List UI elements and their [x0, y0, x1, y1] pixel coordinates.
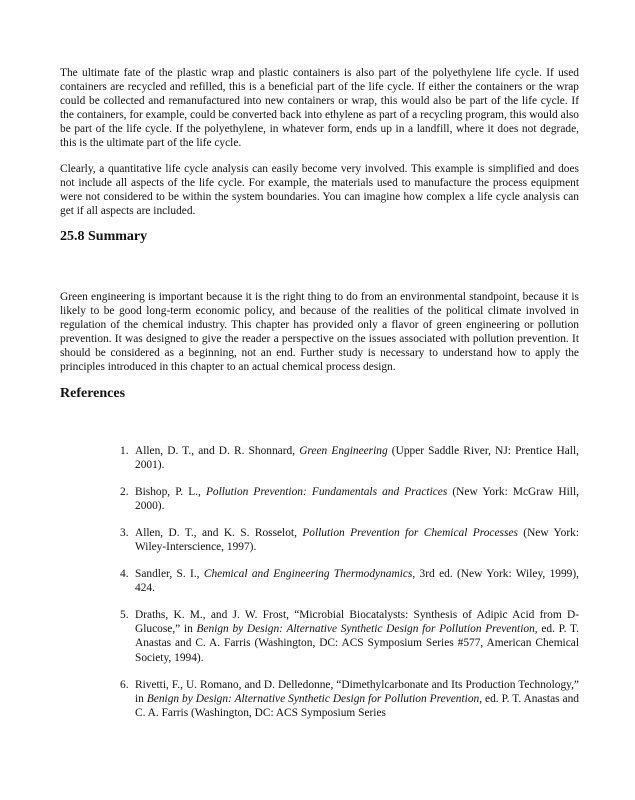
reference-number: 5. [120, 609, 129, 622]
reference-number: 6. [120, 678, 129, 691]
reference-authors: Draths, K. M., and J. W. Frost, “Microbial Biocatalysts: Synthesis of Adipic Acid from D-Glucose,” in [135, 609, 579, 636]
reference-title: Pollution Prevention for Chemical Processes [302, 526, 518, 539]
reference-details: (Upper Saddle River, NJ: Prentice Hall, 2001). [135, 444, 579, 471]
reference-title: Pollution Prevention: Fundamentals and Practices [205, 485, 448, 498]
reference-title: Benign by Design: Alternative Synthetic Design for Pollution Prevention [196, 623, 535, 636]
reference-details: , ed. P. T. Anastas and C. A. Farris (Washington, DC: ACS Symposium Series [135, 692, 579, 719]
reference-authors: Sandler, S. I., [135, 568, 204, 581]
reference-number: 2. [120, 485, 129, 498]
reference-details: , ed. P. T. Anastas and C. A. Farris (Washington, DC: ACS Symposium Series #577, American Chemical Society, 1994). [135, 623, 579, 664]
reference-authors: Allen, D. T., and D. R. Shonnard, [135, 444, 300, 457]
section-heading: 25.8 Summary [60, 228, 148, 244]
reference-details: , 3rd ed. (New York: Wiley, 1999), 424. [135, 568, 579, 595]
reference-details: (New York: McGraw Hill, 2000). [135, 485, 579, 512]
body-paragraph: The ultimate fate of the plastic wrap and plastic containers is also part of the polyethylene life cycle. If used containers are recycled and refilled, this is a beneficial part of the life cycle. If either the containers or the wrap could be collected and remanufactured into new containers or wrap, this would also be part of the life cycle. If the containers, for example, could be converted back into ethylene as part of a recycling program, this would also be part of the life cycle. If the polyethylene, in whatever form, ends up in a landfill, where it does not degrade, this is the ultimate part of the life cycle. [60, 67, 579, 150]
reference-item [120, 678, 579, 720]
reference-authors: Allen, D. T., and K. S. Rosselot, [135, 526, 303, 539]
reference-item [120, 444, 579, 472]
reference-item [120, 608, 579, 664]
reference-item [120, 485, 579, 513]
references-list [120, 444, 579, 720]
reference-number: 3. [120, 526, 129, 539]
document-page [60, 66, 579, 733]
reference-number: 1. [120, 444, 129, 457]
reference-authors: Bishop, P. L., [135, 485, 206, 498]
summary-paragraph: Green engineering is important because it is the right thing to do from an environmental standpoint, because it is likely to be good long-term economic policy, and because of the realities of the political climate involved in regulation of the chemical industry. This chapter has provided only a flavor of green engineering or pollution prevention. It was designed to give the reader a perspective on the issues associated with pollution prevention. It should be considered as a beginning, not an end. Further study is necessary to understand how to apply the principles introduced in this chapter to an actual chemical process design. [60, 290, 579, 374]
reference-details: (New York: Wiley-Interscience, 1997). [135, 526, 579, 553]
body-paragraph: Clearly, a quantitative life cycle analysis can easily become very involved. This example is simplified and does not include all aspects of the life cycle. For example, the materials used to manufacture the process equipment were not considered to be within the system boundaries. You can imagine how complex a life cycle analysis can get if all aspects are included. [60, 162, 579, 217]
reference-authors: Rivetti, F., U. Romano, and D. Delledonne, “Dimethylcarbonate and Its Production Technology,” in [135, 678, 579, 705]
reference-number: 4. [120, 568, 129, 581]
reference-title: Chemical and Engineering Thermodynamics [203, 568, 413, 581]
reference-title: Green Engineering [299, 444, 388, 457]
reference-title: Benign by Design: Alternative Synthetic Design for Pollution Prevention [146, 692, 480, 705]
reference-item [120, 526, 579, 554]
reference-item [120, 567, 579, 595]
references-heading: References [60, 385, 126, 401]
